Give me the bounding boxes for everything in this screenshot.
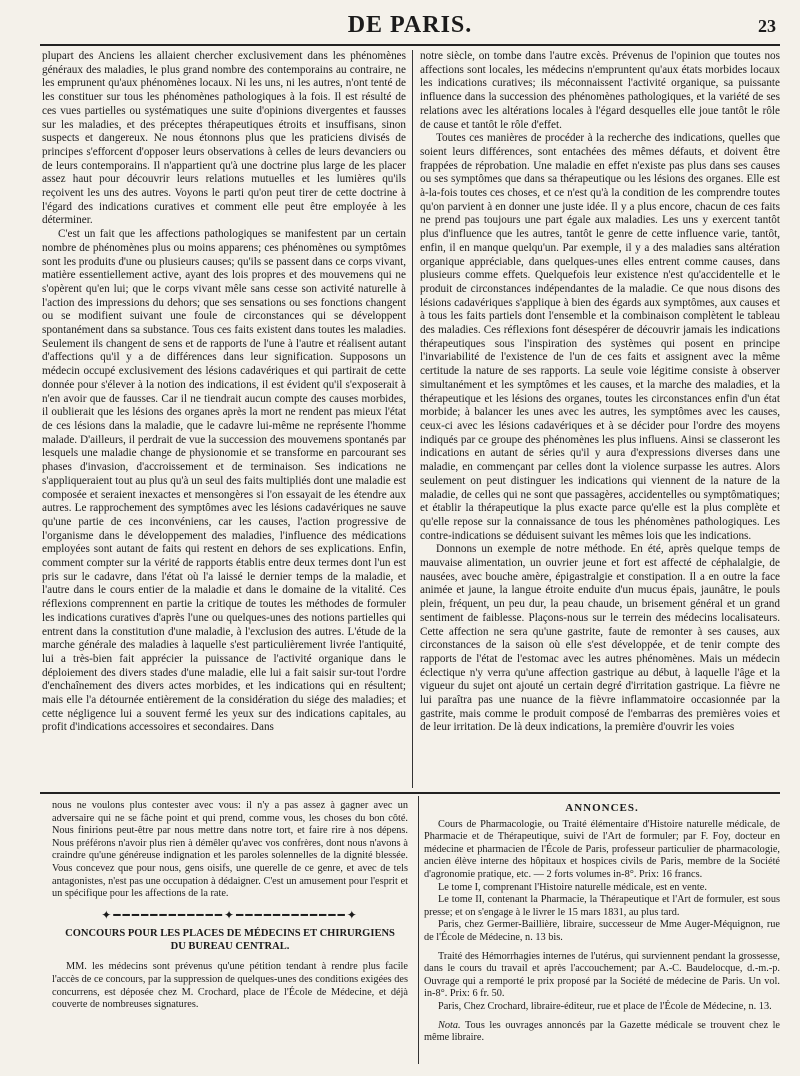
page-title: DE PARIS. (347, 12, 473, 38)
annonces-section (424, 802, 780, 1045)
left-paragraph-1: plupart des Anciens les allaient chercher exclusivement dans les phénomènes généraux des maladies, le plus grand nombre des contemporains au contraire, ne les emprunent qu'aux phénomènes locaux. Ni les uns, ni les autres, n'ont tenté de les constituer sur tous les phénomènes pathologiques à la fois. Il est résulté de ces vues partielles ou systématiques une suite d'opinions divergentes et fausses sur les maladies, et des préceptes thérapeutiques étroits et insuffisans, sinon suspects et dangereux. Ne nous étonnons plus que les praticiens divisés de principes s'efforcent d'opposer leurs observations à celles de leurs devanciers ou de leurs contemporains. Il n'appartient qu'à une doctrine plus large de les placer assez haut pour découvrir leurs relations mutuelles et les lumières qu'ils reçoivent les uns des autres. Voyons le parti qu'on peut tirer de cette doctrine à l'égard des indications curatives et comment elle peut être employée à les déterminer. (42, 50, 406, 227)
annonces-title: ANNONCES. (565, 802, 639, 814)
header-rule (40, 44, 780, 46)
nota-text: Tous les ouvrages annoncés par la Gazette médicale se trouvent chez le même libraire. (424, 1019, 780, 1044)
section-rule (40, 792, 780, 794)
nota-label: Nota. (438, 1019, 461, 1031)
concours-heading (52, 927, 408, 953)
column-divider (412, 50, 413, 788)
annonce-tome-2: Le tome II, contenant la Pharmacie, la Thérapeutique et l'Art de formuler, est sous presse; et on s'engage à le livrer le 15 mars 1831, au plus tard. (424, 894, 780, 918)
right-paragraph-3: Donnons un exemple de notre méthode. En été, après quelque temps de mauvaise alimentation, un ouvrier jeune et fort est affecté de céphalalgie, de nausées, avec bouche amère, épigastralgie et constipation. Il a en outre la face animée et jaune, la langue étroite enduite d'un mucus épais, jaunâtre, le pouls plein, fréquent, un peu dur, la peau chaude, un brisement général et un grand sentiment de faiblesse. Plaçons-nous sur le terrein des médecins localisateurs. Cette affection ne sera qu'une gastrite, faute de remonter à ses causes, aux circonstances de la saison où elle s'est développée, et de tenir compte des rapports de l'état de l'estomac avec les autres phénomènes. Mais un médecin éclectique n'y verra qu'une affection gastrique au début, à laquelle l'âge et la vigueur du sujet ont ajouté un certain degré d'irritation gastrique. La fièvre ne lui paraîtra pas une nuance de la fièvre inflammatoire occasionnée par la gastrite, mais comme le produit composé de l'embarras des premières voies et de leur irritation. De là deux indications, la première d'ouvrir les voies (420, 543, 780, 734)
bottom-left-section (52, 800, 408, 1012)
concours-title: CONCOURS POUR LES PLACES DE MÉDECINS ET CHIRURGIENS (65, 928, 395, 940)
annonce-pharmacologie: Cours de Pharmacologie, ou Traité élémentaire d'Histoire naturelle médicale, de Pharmacie et de Thérapeutique, suivi de l'Art de formuler; par F. Foy, docteur en médecine et pharmacien de l'École de Paris, professeur particulier de pharmacologie, ancien élève interne des hôpitaux et hospices civils de Paris, membre de la Société d'agronomie pratique, etc. — 2 forts volumes in-8°. Prix: 16 francs. (424, 818, 780, 880)
annonce-libraire-2: Paris, Chez Crochard, libraire-éditeur, rue et place de l'École de Médecine, n. 13. (438, 1000, 772, 1012)
left-column (42, 50, 406, 735)
page-number: 23 (758, 16, 776, 36)
annonce-hemorrhagies: Traité des Hémorrhagies internes de l'utérus, qui surviennent pendant la grossesse, dans le cours du travail et après l'accouchement; par A.-C. Baudelocque, d.-m.-p. Ouvrage qui a remporté le prix proposé par la Société de médecine de Paris. Un vol. in-8°. Prix: 6 fr. 50. (424, 950, 780, 1000)
page-header (40, 12, 780, 42)
feuilleton-paragraph: nous ne voulons plus contester avec vous: il n'y a pas assez à gagner avec un adversaire qui ne se fâche point et qui prend, comme vous, les choses du bon côté. Nous finirions peut-être par nous mettre dans notre tort, et faire rire à nos dépens. Nous préférons n'avoir plus rien à démêler qu'avec vos confrères, dont nous n'avons à craindre qu'une généreuse indignation et les paroles solennelles de la dignité blessée. Vous concevez que pour nous, gens oisifs, une querelle de ce genre, et avec de tels antagonistes, n'est pas une occupation à dédaigner. C'est un amusement pour l'esprit et un spécifique pour les affections de la rate. (52, 800, 408, 900)
annonce-tome-1: Le tome I, comprenant l'Histoire naturelle médicale, est en vente. (438, 881, 707, 893)
right-paragraph-1: notre siècle, on tombe dans l'autre excès. Prévenus de l'opinion que toutes nos affections sont locales, les médecins n'empruntent qu'aux états morbides locaux les indications curatives; ils méconnaissent l'activité organique, sa puissante influence dans la succession des phénomènes pathologiques, et la variété de ses relations avec les altérations locales à l'égard desquelles elle joue tantôt le rôle de cause et tantôt le rôle d'effet. (420, 50, 780, 131)
right-column (420, 50, 780, 735)
annonce-nota (424, 1020, 780, 1045)
ornament-divider: ✦━━━━━━━━━━━━✦━━━━━━━━━━━━✦ (101, 907, 359, 922)
left-paragraph-2: C'est un fait que les affections pathologiques se manifestent par un certain nombre de phénomènes plus ou moins apparens; ces phénomènes ou symptômes sont les produits d'une ou plusieurs causes; qu'ils se passent dans ce corps vivant, matière essentiellement active, ayant des lois propres et des mouvemens qui ne s'opèrent qu'en lui; que le corps vivant mêle sans cesse son activité naturelle à l'action des impressions du dehors; que ses sensations ou ses fonctions changent ou se modifient suivant une foule de circonstances qui se développent spontanément dans sa substance. Tous ces faits existent dans toutes les maladies. Seulement ils changent de sens et de rapports de l'une à l'autre et réalisent autant d'affections qu'il y a de différences dans leur signification. Supposons un médecin occupé exclusivement des lésions cadavériques et qui partirait de cette donnée pour s'élever à la notion des indications, il est évident qu'il s'exposerait à n'en avoir que de fausses. Car il ne tiendrait aucun compte des causes morbides, il oublierait que les lésions des organes après la mort ne rendent pas mieux l'état de ces lésions dans la maladie, que le cadavre lui-même ne représente l'homme malade. D'ailleurs, il perdrait de vue la succession des mouvemens spontanés par lesquels une maladie change de physionomie et se transforme en parcourant ses phases d'invasion, d'accroissement et de terminaison. Ses indications ne s'appliqueraient tout au plus qu'à un seul des faits multipliés dont une maladie est composée et seraient inexactes et mensongères si l'on essayait de les étendre aux autres. Le rapprochement des symptômes avec les lésions cadavériques ne sauve qu'une partie de ces inconvéniens, car les causes, l'action progressive de l'organisme dans le développement des maladies, l'influence des médications employées sont autant de faits qui restent en dehors de ses explications. Enfin, comment compter sur la vérité de rapports établis entre deux termes dont l'un est pris sur le cadavre, dans l'état où l'a laissé le dernier temps de la maladie, et l'autre dans le cours entier de la maladie et dans le domaine de la vitalité. Ces réflexions comprennent en partie la critique de toutes les méthodes de formuler les indications curatives d'après l'une ou quelques-unes des notions partielles qui entrent dans la constitution d'une maladie, à l'exclusion des autres. L'étude de la marche générale des maladies à laquelle s'est particulièrement livrée l'antiquité, lui a très-bien fait apprécier la puissance de l'activité organique dans le déploiement des divers stades d'une maladie, elle lui a fait saisir sur-tout l'ordre d'enchaînement des divers actes morbides, et les indications qui en résultent; mais elle l'a détournée entièrement de la considération du siége des maladies; et cette négligence lui a souvent fermé les yeux sur des indications capitales, au profit d'indications accessoires et secondaires. Dans (42, 228, 406, 734)
right-paragraph-2: Toutes ces manières de procéder à la recherche des indications, quelles que soient leurs différences, sont entachées des mêmes défauts, et doivent être frappées de réprobation. Une maladie en effet n'existe pas plus dans ses causes ou ses symptômes que dans sa thérapeutique ou les lésions des organes. Elle est à-la-fois toutes ces choses, et ce n'est qu'à la condition de les comprendre toutes qu'on parvient à en donner une juste idée. Il y a plus encore, chacun de ces faits ne prend pas toujours une part égale aux maladies. Les uns y exercent tantôt plus d'influence que les autres, tantôt le genre de cette influence varie, tantôt, enfin, il en manque quelqu'un. Par exemple, il y a des maladies sans altération organique appréciable, dans quelques-unes elles entrent comme causes, dans plusieurs comme effets. Quelquefois leur existence n'est qu'accidentelle et le produit de circonstances indépendantes de la maladie. Ce que nous disons des lésions cadavériques s'applique à bien des égards aux symptômes, aux causes et à tous les faits partiels dont l'ensemble et la combinaison complètent le tableau des maladies. Ces réflexions font désespérer de découvrir jamais les indications thérapeutiques sous l'inspiration des systèmes qui posent en principe l'invariabilité de l'existence de l'un de ces faits et assignent avec la même certitude la nature de ses rapports. La seule voie légitime consiste à observer simultanément et les symptômes et les causes, et la marche des maladies, et la thérapeutique et les lésions des organes, toutes les circonstances enfin d'un état morbide; à balancer les unes avec les autres, les symptômes avec les causes, ceux-ci avec les lésions cadavériques et à se décider pour l'ordre des moyens indiqués par ce groupe des phénomènes les plus influens. Ainsi se classeront les indications en autant de séries qu'il y aura d'expressions diverses dans une maladie, en commençant par celles dont la violence surpasse les autres. Alors seulement on peut distinguer les indications qui viennent de la nature de la maladie, de celles qui ne sont que passagères, accidentelles ou symptômatiques; et établir la thérapeutique la plus exacte parce qu'elle est la plus complète et qu'elle repose sur la connaissance de tous les phénomènes pathologiques. Les contre-indications se déduisent suivant les mêmes lois que les indications. (420, 132, 780, 542)
annonce-libraire-1: Paris, chez Germer-Baillière, libraire, successeur de Mme Auger-Méquignon, rue de l'École de Médecine, n. 13 bis. (424, 919, 780, 943)
concours-text: MM. les médecins sont prévenus qu'une pétition tendant à rendre plus facile l'accès de ce concours, par la suppression de quelques-unes des conditions exigées des concurrens, est déposée chez M. Crochard, place de l'École de Médecine, et déjà couverte de nombreuses signatures. (52, 961, 408, 1011)
concours-subtitle: DU BUREAU CENTRAL. (170, 941, 290, 953)
bottom-column-divider (418, 796, 419, 1064)
